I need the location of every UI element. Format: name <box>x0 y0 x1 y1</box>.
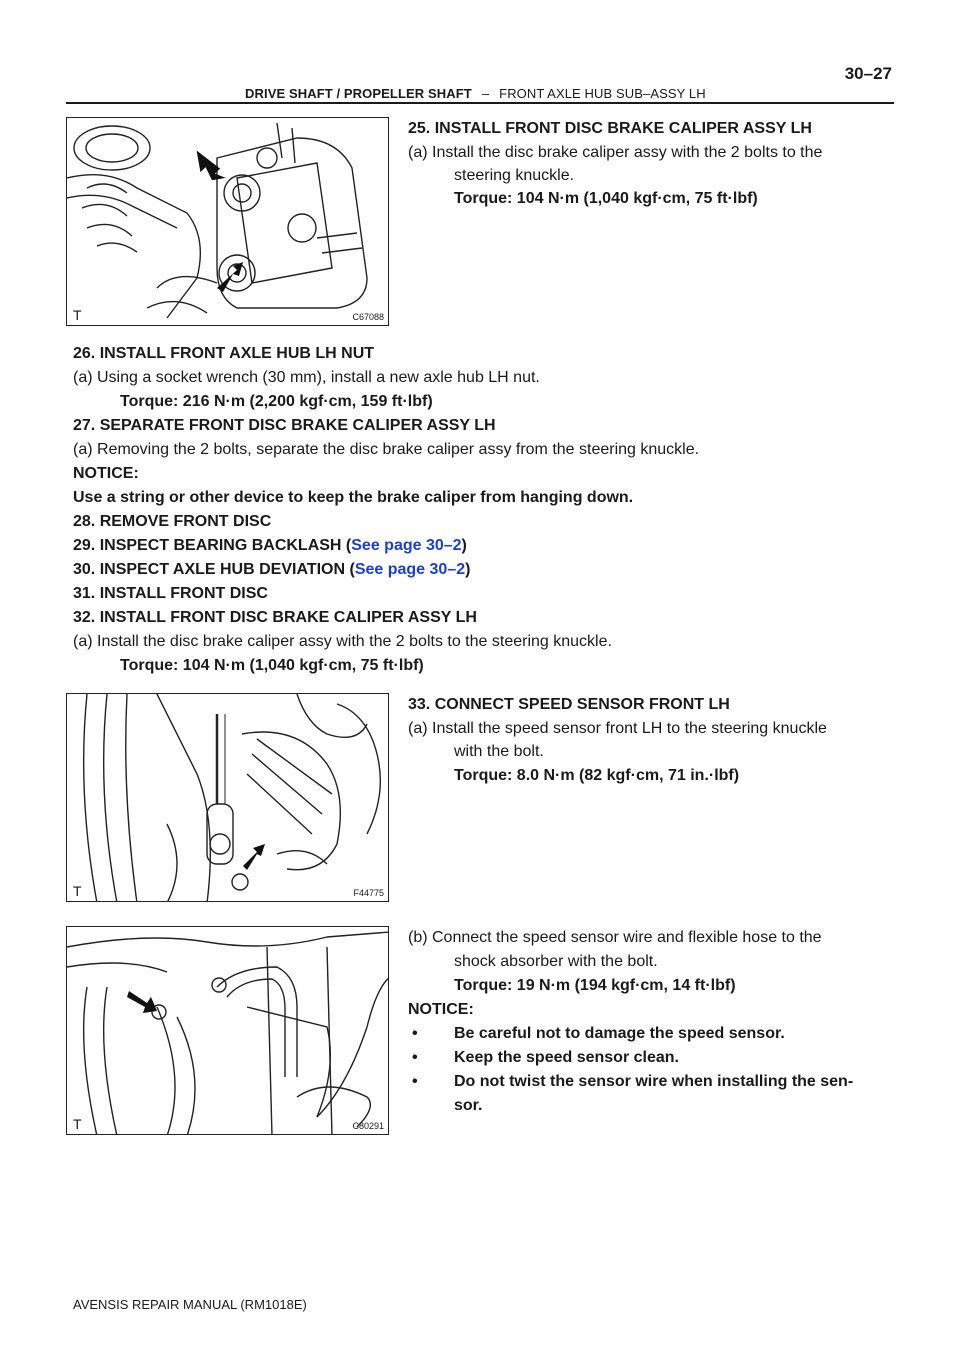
arrow-icon <box>67 927 389 1135</box>
manual-footer: AVENSIS REPAIR MANUAL (RM1018E) <box>73 1297 307 1312</box>
step-25-title: 25. INSTALL FRONT DISC BRAKE CALIPER ASSY LH <box>408 120 812 137</box>
header-rule <box>66 102 894 104</box>
notice-item-2: Keep the speed sensor clean. <box>454 1049 679 1066</box>
step-25-a-line2: steering knuckle. <box>454 167 575 184</box>
step-27-notice: Use a string or other device to keep the brake caliper from hanging down. <box>73 489 634 506</box>
header-separator: – <box>481 86 490 101</box>
bullet-icon: • <box>412 1073 418 1090</box>
step-33-b-line1: (b) Connect the speed sensor wire and flexible hose to the <box>408 929 822 946</box>
figure-sensor-wire <box>66 926 389 1135</box>
see-page-link[interactable]: See page 30–2 <box>351 537 462 554</box>
arrow-icon <box>67 694 389 902</box>
figure-mark: T <box>73 307 82 323</box>
bullet-icon: • <box>412 1049 418 1066</box>
step-29-close: ) <box>461 537 467 554</box>
step-30-close: ) <box>465 561 471 578</box>
step-26-torque: Torque: 216 N·m (2,200 kgf·cm, 159 ft·lbf) <box>120 393 433 410</box>
step-26-title: 26. INSTALL FRONT AXLE HUB LH NUT <box>73 345 375 362</box>
step-32-a: (a) Install the disc brake caliper assy with the 2 bolts to the steering knuckle. <box>73 633 612 650</box>
see-page-link[interactable]: See page 30–2 <box>354 561 466 578</box>
page-number: 30–27 <box>844 64 892 83</box>
figure-mark: T <box>73 883 82 899</box>
figure-code: C67088 <box>352 312 384 322</box>
step-33-b-line2: shock absorber with the bolt. <box>454 953 658 970</box>
step-33-title: 33. CONNECT SPEED SENSOR FRONT LH <box>408 696 730 713</box>
step-30-label: 30. INSPECT AXLE HUB DEVIATION ( <box>73 561 355 578</box>
step-32-torque: Torque: 104 N·m (1,040 kgf·cm, 75 ft·lbf) <box>120 657 424 674</box>
figure-speed-sensor <box>66 693 389 902</box>
step-27-title: 27. SEPARATE FRONT DISC BRAKE CALIPER ASSY LH <box>73 417 496 434</box>
step-25-torque: Torque: 104 N·m (1,040 kgf·cm, 75 ft·lbf) <box>454 190 758 207</box>
notice-label: NOTICE: <box>408 1001 474 1018</box>
notice-item-3: Do not twist the sensor wire when installing the sen- <box>454 1073 854 1090</box>
step-25-a-line1: (a) Install the disc brake caliper assy with the 2 bolts to the <box>408 144 823 161</box>
figure-code: F44775 <box>353 888 384 898</box>
step-31-title: 31. INSTALL FRONT DISC <box>73 585 268 602</box>
step-29-title <box>73 534 467 558</box>
bullet-icon: • <box>412 1025 418 1042</box>
step-33-b-torque: Torque: 19 N·m (194 kgf·cm, 14 ft·lbf) <box>454 977 736 994</box>
step-28-title: 28. REMOVE FRONT DISC <box>73 513 272 530</box>
figure-caliper-install <box>66 117 389 326</box>
step-33-a-line2: with the bolt. <box>454 743 544 760</box>
step-33-torque: Torque: 8.0 N·m (82 kgf·cm, 71 in.·lbf) <box>454 767 740 784</box>
notice-label: NOTICE: <box>73 465 139 482</box>
arrow-icon <box>67 118 389 326</box>
step-26-a: (a) Using a socket wrench (30 mm), install a new axle hub LH nut. <box>73 369 540 386</box>
running-header <box>245 86 706 101</box>
figure-mark: T <box>73 1116 82 1132</box>
header-section: DRIVE SHAFT / PROPELLER SHAFT <box>245 86 472 101</box>
step-29-label: 29. INSPECT BEARING BACKLASH ( <box>73 537 352 554</box>
header-subsection: FRONT AXLE HUB SUB–ASSY LH <box>499 86 706 101</box>
step-27-a: (a) Removing the 2 bolts, separate the disc brake caliper assy from the steering knuckle. <box>73 441 700 458</box>
notice-item-1: Be careful not to damage the speed sensor. <box>454 1025 785 1042</box>
step-30-title <box>73 558 470 582</box>
step-32-title: 32. INSTALL FRONT DISC BRAKE CALIPER ASSY LH <box>73 609 477 626</box>
notice-item-3-cont: sor. <box>454 1097 483 1114</box>
step-33-a-line1: (a) Install the speed sensor front LH to the steering knuckle <box>408 720 827 737</box>
figure-code: C80291 <box>352 1121 384 1131</box>
